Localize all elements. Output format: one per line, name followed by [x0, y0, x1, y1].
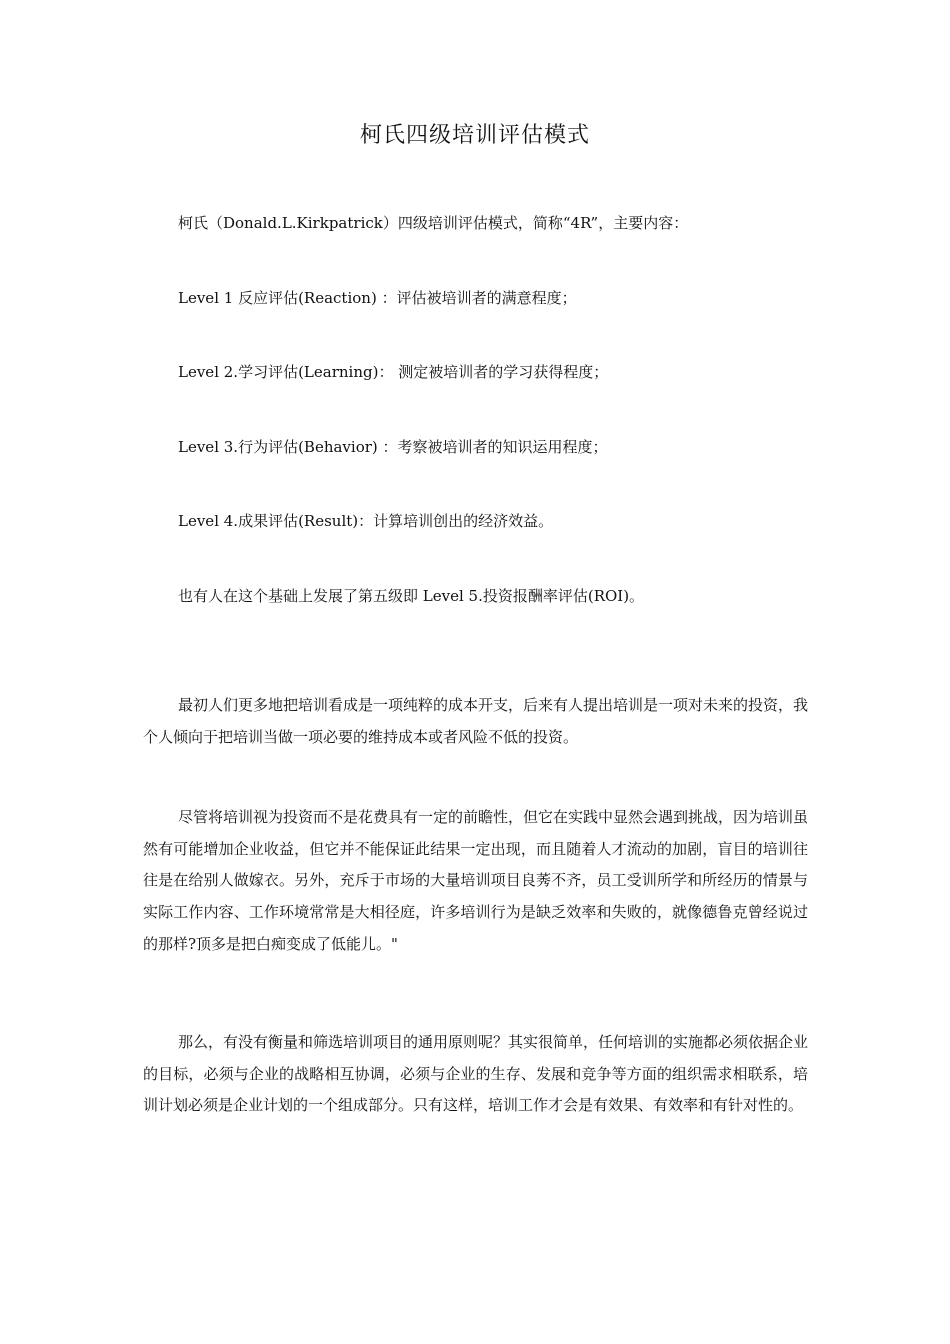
- level-1-line: Level 1 反应评估(Reaction) ：评估被培训者的满意程度；: [178, 289, 577, 307]
- intro-line: 柯氏（Donald.L.Kirkpatrick）四级培训评估模式，简称“4R”，主要内容：: [178, 214, 689, 232]
- document-title: 柯氏四级培训评估模式: [359, 123, 590, 148]
- level-5-note: 也有人在这个基础上发展了第五级即 Level 5.投资报酬率评估(ROI)。: [178, 587, 645, 605]
- paragraph-general-principles: 那么，有没有衡量和筛选培训项目的通用原则呢？其实很简单，任何培训的实施都必须依据企业的目标，必须与企业的战略相互协调，必须与企业的生存、发展和竞争等方面的组织需求相联系，培训计划必须是企业计划的一个组成部分。只有这样，培训工作才会是有效果、有效率和有针对性的。: [143, 1033, 809, 1115]
- level-3-line: Level 3.行为评估(Behavior) ：考察被培训者的知识运用程度；: [178, 438, 608, 456]
- paragraph-cost-vs-investment: 最初人们更多地把培训看成是一项纯粹的成本开支，后来有人提出培训是一项对未来的投资，我个人倾向于把培训当做一项必要的维持成本或者风险不低的投资。: [143, 696, 809, 746]
- level-4-line: Level 4.成果评估(Result)：计算培训创出的经济效益。: [178, 512, 554, 530]
- paragraph-investment-challenges: 尽管将培训视为投资而不是花费具有一定的前瞻性，但它在实践中显然会遇到挑战，因为培训虽然有可能增加企业收益，但它并不能保证此结果一定出现，而且随着人才流动的加剧，盲目的培训往往是在给别人做嫁衣。另外，充斥于市场的大量培训项目良莠不齐，员工受训所学和所经历的情景与实际工作内容、工作环境常常是大相径庭，许多培训行为是缺乏效率和失败的，就像德鲁克曾经说过的那样?顶多是把白痴变成了低能儿。": [143, 808, 809, 953]
- level-2-line: Level 2.学习评估(Learning)： 测定被培训者的学习获得程度；: [178, 363, 609, 381]
